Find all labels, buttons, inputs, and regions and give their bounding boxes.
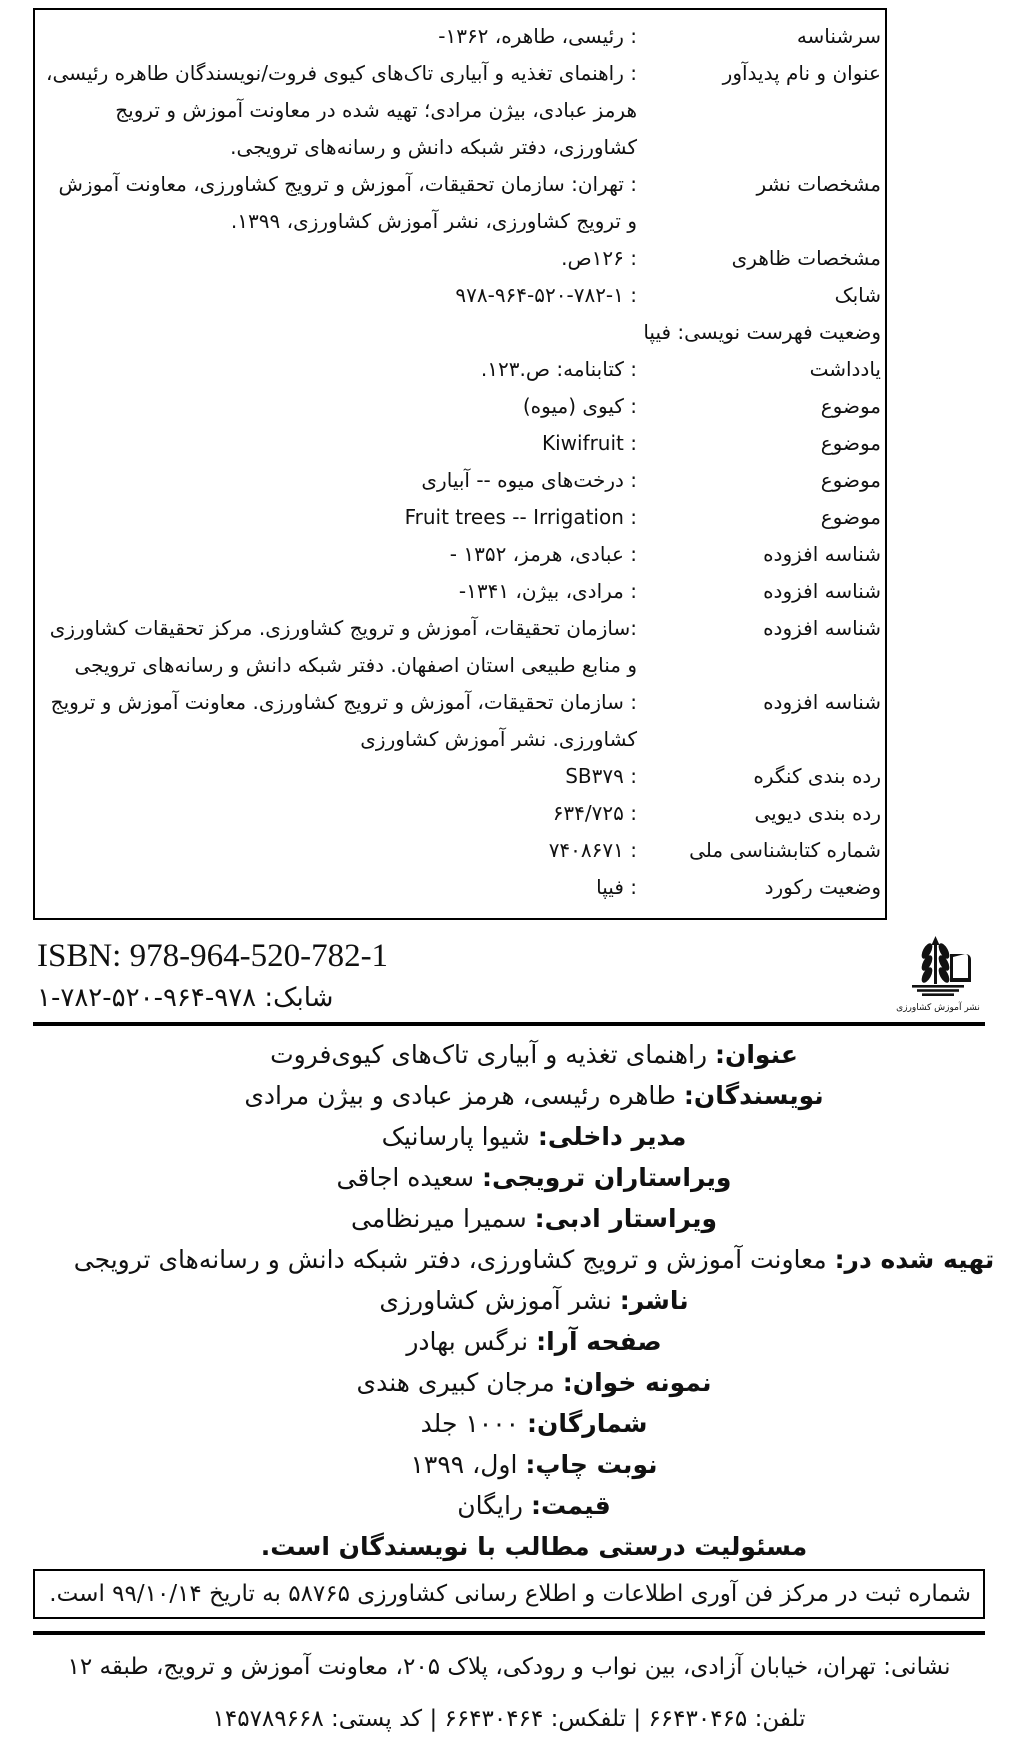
fipa-value: : فیپا [596, 875, 637, 899]
credit-line [50, 1444, 1018, 1485]
credit-line-disclaimer [50, 1526, 1018, 1567]
publisher-logo-caption: نشر آموزش کشاورزی [896, 1003, 980, 1013]
credit-label: نوبت چاپ: [525, 1450, 658, 1479]
registration-box [33, 1569, 985, 1619]
fipa-value: : مرادی، بیژن، ۱۳۴۱- [458, 579, 637, 603]
fipa-row [45, 499, 881, 536]
credit-line [50, 1403, 1018, 1444]
credit-line [50, 1034, 1018, 1075]
fipa-row [45, 795, 881, 832]
fipa-label: موضوع [820, 431, 881, 455]
footer-address: نشانی: تهران، خیابان آزادی، بین نواب و رودکی، پلاک ۲۰۵، معاونت آموزش و ترویج، طبقه ۱۲ [67, 1654, 951, 1680]
page [0, 8, 1018, 1751]
fipa-label: سرشناسه [796, 24, 881, 48]
fipa-label: مشخصات نشر [756, 172, 881, 196]
credits-section [0, 1034, 1018, 1567]
credit-value: شیوا پارسانیک [381, 1122, 530, 1151]
fipa-value: : ۷۴۰۸۶۷۱ [548, 838, 637, 862]
fipa-label: موضوع [820, 394, 881, 418]
credit-label: مدیر داخلی: [537, 1122, 687, 1151]
fipa-row [45, 166, 881, 240]
fipa-row [45, 832, 881, 869]
isbn-section [0, 934, 1018, 1018]
fipa-row [45, 536, 881, 573]
fipa-merged-row: وضعیت فهرست نویسی: فیپا [643, 320, 881, 344]
credit-label: نویسندگان: [683, 1081, 824, 1110]
credit-line [50, 1157, 1018, 1198]
credit-label: نمونه خوان: [562, 1368, 712, 1397]
credit-value: ۱۰۰۰ جلد [420, 1409, 520, 1438]
publisher-logo [896, 936, 980, 1014]
fipa-label: شناسه افزوده [763, 579, 881, 603]
credit-line [50, 1280, 1018, 1321]
credit-label: ویراستاران ترویجی: [482, 1163, 732, 1192]
credit-label: قیمت: [530, 1491, 611, 1520]
fipa-value: : ۶۳۴/۷۲۵ [552, 801, 637, 825]
fipa-value: : سازمان تحقیقات، آموزش و ترویج کشاورزی. معاونت آموزش و ترویج کشاورزی. نشر آموزش کشاورزی [50, 690, 637, 751]
fipa-value: : راهنمای تغذیه و آبیاری تاک‌های کیوی فروت/نویسندگان طاهره رئیسی، هرمز عبادی، بیژن مرادی؛ تهیه شده در معاونت آموزش و ترویج کشاورزی، دفتر شبکه دانش و رسانه‌های ترویجی. [46, 61, 637, 159]
fipa-value: : کتابنامه: ص.۱۲۳. [480, 357, 637, 381]
registration-text: شماره ثبت در مرکز فن آوری اطلاعات و اطلاع رسانی کشاورزی ۵۸۷۶۵ به تاریخ ۹۹/۱۰/۱۴ است. [49, 1581, 971, 1607]
fipa-label: رده بندی کنگره [753, 764, 881, 788]
fipa-label: مشخصات ظاهری [731, 246, 881, 270]
fipa-row [45, 55, 881, 166]
fipa-row [45, 314, 881, 351]
credit-line [50, 1362, 1018, 1403]
fipa-value: : Kiwifruit [541, 431, 637, 455]
fipa-label: یادداشت [809, 357, 881, 381]
fipa-row [45, 18, 881, 55]
fipa-label: شناسه افزوده [763, 616, 881, 640]
fipa-row [45, 869, 881, 906]
credit-value: سمیرا میرنظامی [350, 1204, 527, 1233]
credit-line [50, 1116, 1018, 1157]
fipa-row [45, 758, 881, 795]
fipa-label: شناسه افزوده [763, 690, 881, 714]
fipa-label: رده بندی دیویی [754, 801, 881, 825]
fipa-value: : درخت‌های میوه -- آبیاری [421, 468, 637, 492]
credit-value: اول، ۱۳۹۹ [410, 1450, 518, 1479]
fipa-row [45, 573, 881, 610]
fipa-value: :سازمان تحقیقات، آموزش و ترویج کشاورزی. مرکز تحقیقات کشاورزی و منابع طبیعی استان اصفهان. دفتر شبکه دانش و رسانه‌های ترویجی [49, 616, 637, 677]
credit-value: مرجان کبیری هندی [356, 1368, 555, 1397]
fipa-value: : عبادی، هرمز، ۱۳۵۲ - [449, 542, 637, 566]
credit-label: ویراستار ادبی: [534, 1204, 718, 1233]
credit-value: رایگان [457, 1491, 523, 1520]
credit-value: نشر آموزش کشاورزی [379, 1286, 612, 1315]
isbn-persian: شابک: ۹۷۸-۹۶۴-۵۲۰-۷۸۲-۱ [37, 983, 334, 1013]
fipa-value: : رئیسی، طاهره، ۱۳۶۲- [438, 24, 637, 48]
credit-line [50, 1075, 1018, 1116]
fipa-label: شماره کتابشناسی ملی [689, 838, 881, 862]
fipa-value: : کیوی (میوه) [522, 394, 637, 418]
credit-line [50, 1485, 1018, 1526]
cataloging-box [33, 8, 887, 920]
credit-label: صفحه آرا: [536, 1327, 662, 1356]
credit-line [50, 1198, 1018, 1239]
fipa-row [45, 684, 881, 758]
disclaimer-text: مسئولیت درستی مطالب با نویسندگان است. [260, 1532, 808, 1561]
credit-value: نرگس بهادر [406, 1327, 529, 1356]
double-rule-separator-top [33, 1022, 985, 1026]
fipa-row [45, 240, 881, 277]
credit-line [50, 1321, 1018, 1362]
footer-contact: تلفن: ۶۶۴۳۰۴۶۵ | تلفکس: ۶۶۴۳۰۴۶۴ | کد پستی: ۱۴۵۷۸۹۶۶۸ [212, 1706, 806, 1732]
fipa-label: شناسه افزوده [763, 542, 881, 566]
footer [0, 1641, 1018, 1745]
fipa-value: : ۱۲۶ص. [561, 246, 637, 270]
fipa-label: موضوع [820, 505, 881, 529]
credit-line [50, 1239, 1018, 1280]
double-rule-separator-bottom [33, 1631, 985, 1635]
fipa-label: وضعیت رکورد [764, 875, 881, 899]
fipa-label: موضوع [820, 468, 881, 492]
fipa-value: : Fruit trees -- Irrigation [404, 505, 637, 529]
credit-label: عنوان: [715, 1040, 798, 1069]
isbn-latin: ISBN: 978-964-520-782-1 [37, 938, 389, 974]
credit-label: تهیه شده در: [834, 1245, 995, 1274]
isbn-block [37, 934, 388, 1018]
credit-value: طاهره رئیسی، هرمز عبادی و بیژن مرادی [244, 1081, 676, 1110]
fipa-row [45, 462, 881, 499]
credit-label: شمارگان: [527, 1409, 648, 1438]
credit-value: معاونت آموزش و ترویج کشاورزی، دفتر شبکه دانش و رسانه‌های ترویجی [73, 1245, 827, 1274]
fipa-row [45, 351, 881, 388]
fipa-value: : SB۳۷۹ [565, 764, 637, 788]
credit-value: راهنمای تغذیه و آبیاری تاک‌های کیوی‌فروت [270, 1040, 708, 1069]
wheat-book-icon [902, 983, 974, 1002]
fipa-row [45, 277, 881, 314]
credit-label: ناشر: [619, 1286, 689, 1315]
fipa-row [45, 388, 881, 425]
credit-value: سعیده اجاقی [336, 1163, 475, 1192]
fipa-value: : تهران: سازمان تحقیقات، آموزش و ترویج کشاورزی، معاونت آموزش و ترویج کشاورزی، نشر آموزش کشاورزی، ۱۳۹۹. [58, 172, 637, 233]
fipa-row [45, 610, 881, 684]
fipa-label: شابک [834, 283, 881, 307]
fipa-row [45, 425, 881, 462]
fipa-label: عنوان و نام پدیدآور [722, 61, 881, 85]
fipa-value: : ۹۷۸-۹۶۴-۵۲۰-۷۸۲-۱ [455, 283, 637, 307]
